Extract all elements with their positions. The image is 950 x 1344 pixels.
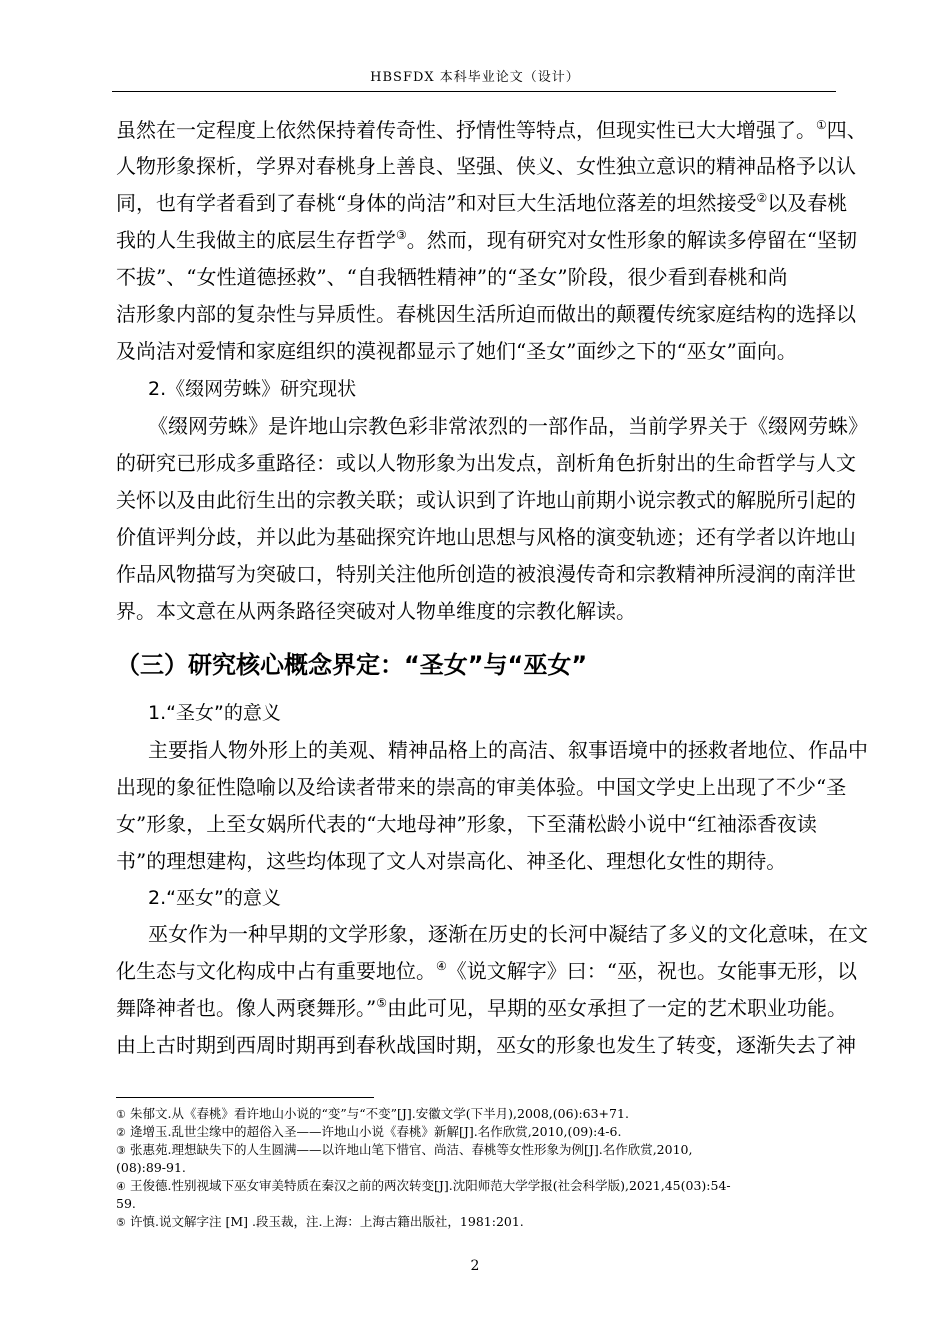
body-line: 及尚洁对爱情和家庭组织的漠视都显示了她们“圣女”面纱之下的“巫女”面向。 [116, 339, 797, 363]
footnote-continuation: (08):89-91. [116, 1160, 186, 1175]
body-line: 关怀以及由此衍生出的宗教关联；或认识到了许地山前期小说宗教式的解脱所引起的 [116, 488, 856, 512]
footnote-ref: ③ [396, 228, 407, 242]
body-line: 出现的象征性隐喻以及给读者带来的崇高的审美体验。中国文学史上出现了不少“圣 [116, 775, 847, 799]
footnote-ref: ② [756, 191, 768, 205]
footnote-ref: ⑤ [376, 996, 387, 1010]
body-line: 女”形象，上至女娲所代表的“大地母神”形象，下至蒲松龄小说中“红袖添香夜读 [116, 812, 817, 836]
body-line: 舞降神者也。像人两褎舞形。”⑤由此可见，早期的巫女承担了一定的艺术职业功能。 [116, 996, 847, 1020]
body-line: 我的人生我做主的底层生存哲学③。然而，现有研究对女性形象的解读多停留在“坚韧 [116, 228, 857, 252]
body-line: 价值评判分歧，并以此为基础探究许地山思想与风格的演变轨迹；还有学者以许地山 [116, 525, 856, 549]
footnote: ③ 张惠苑.理想缺失下的人生圆满——以许地山笔下惜官、尚洁、春桃等女性形象为例[J].名作欣赏,2010, [116, 1142, 693, 1157]
running-header: HBSFDX 本科毕业论文（设计） [370, 70, 580, 85]
body-line: 界。本文意在从两条路径突破对人物单维度的宗教化解读。 [116, 599, 636, 623]
section-heading: （三）研究核心概念界定：“圣女”与“巫女” [116, 651, 588, 679]
body-line: 虽然在一定程度上依然保持着传奇性、抒情性等特点，但现实性已大大增强了。①四、 [116, 118, 867, 142]
footnote: ④ 王俊德.性别视域下巫女审美特质在秦汉之前的两次转变[J].沈阳师范大学学报(社会科学版),2021,45(03):54- [116, 1178, 731, 1193]
footnote-ref: ① [816, 118, 827, 132]
header-rule [112, 91, 836, 92]
body-line: 主要指人物外形上的美观、精神品格上的高洁、叙事语境中的拯救者地位、作品中 [148, 738, 868, 762]
body-line: 巫女作为一种早期的文学形象，逐渐在历史的长河中凝结了多义的文化意味，在文 [148, 922, 868, 946]
body-line: 化生态与文化构成中占有重要地位。④《说文解字》曰：“巫，祝也。女能事无形，以 [116, 959, 857, 983]
subsection-heading: 2.“巫女”的意义 [148, 887, 281, 909]
body-line: 同，也有学者看到了春桃“身体的尚洁”和对巨大生活地位落差的坦然接受②以及春桃 [116, 191, 848, 215]
subsection-heading: 1.“圣女”的意义 [148, 702, 281, 724]
footnote: ⑤ 许慎.说文解字注 [M] .段玉裁，注.上海：上海古籍出版社，1981:201. [116, 1214, 524, 1229]
footnote: ② 逄增玉.乱世尘缘中的超俗入圣——许地山小说《春桃》新解[J].名作欣赏,2010,(09):4-6. [116, 1124, 622, 1139]
body-line: 书”的理想建构，这些均体现了文人对崇高化、神圣化、理想化女性的期待。 [116, 849, 787, 873]
subsection-heading: 2.《缀网劳蛛》研究现状 [148, 378, 357, 400]
body-line: 由上古时期到西周时期再到春秋战国时期，巫女的形象也发生了转变，逐渐失去了神 [116, 1033, 856, 1057]
body-line: 不拔”、“女性道德拯救”、“自我牺牲精神”的“圣女”阶段，很少看到春桃和尚 [116, 265, 788, 289]
body-line: 人物形象探析，学界对春桃身上善良、坚强、侠义、女性独立意识的精神品格予以认 [116, 154, 856, 178]
footnote-rule [116, 1097, 374, 1098]
body-line: 《缀网劳蛛》是许地山宗教色彩非常浓烈的一部作品，当前学界关于《缀网劳蛛》 [148, 414, 868, 438]
footnote-ref: ④ [436, 959, 447, 973]
body-line: 作品风物描写为突破口，特别关注他所创造的被浪漫传奇和宗教精神所浸润的南洋世 [116, 562, 856, 586]
page-number: 2 [470, 1258, 480, 1274]
body-line: 洁形象内部的复杂性与异质性。春桃因生活所迫而做出的颠覆传统家庭结构的选择以 [116, 302, 856, 326]
footnote-continuation: 59. [116, 1196, 136, 1211]
footnote: ① 朱郁文.从《春桃》看许地山小说的“变”与“不变”[J].安徽文学(下半月),2008,(06):63+71. [116, 1106, 629, 1121]
body-line: 的研究已形成多重路径：或以人物形象为出发点，剖析角色折射出的生命哲学与人文 [116, 451, 856, 475]
